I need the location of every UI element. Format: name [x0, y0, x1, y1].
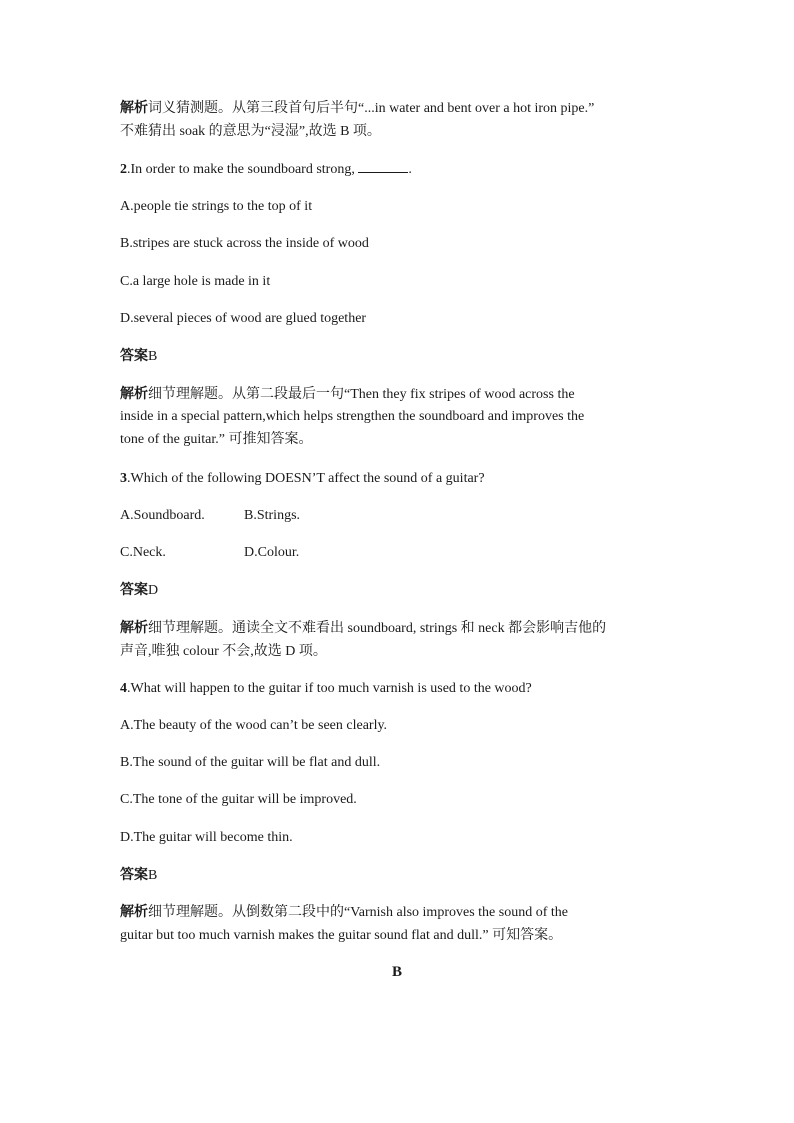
question-2-option-b: B.stripes are stuck across the inside of wood — [120, 236, 369, 251]
question-2-answer-value: B — [148, 349, 158, 364]
question-4-option-b: B.The sound of the guitar will be flat and dull. — [120, 755, 381, 770]
question-2-explanation-line-1 — [120, 384, 575, 405]
explanation-label: 解析 — [120, 100, 148, 116]
answer-label: 答案 — [120, 348, 148, 364]
question-2-stem-end: . — [408, 162, 412, 177]
question-4-explanation-line-1 — [120, 902, 568, 923]
question-3-explanation-line-1 — [120, 618, 606, 639]
question-2-stem — [120, 160, 412, 180]
question-4-option-a: A.The beauty of the wood can’t be seen clearly. — [120, 718, 388, 733]
question-4-answer-value: B — [148, 868, 158, 883]
question-3-stem-text: .Which of the following DOESN’T affect the sound of a guitar? — [127, 471, 485, 486]
q1-explanation-text-2: 不难猜出 soak 的意思为“浸湿”,故选 B 项。 — [120, 124, 381, 139]
question-3-stem — [120, 469, 485, 489]
question-3-explanation-line-2: 声音,唯独 colour 不会,故选 D 项。 — [120, 644, 327, 659]
question-2-option-a: A.people tie strings to the top of it — [120, 199, 313, 214]
question-2-stem-text: .In order to make the soundboard strong, — [127, 162, 359, 177]
question-2-explanation-line-2: inside in a special pattern,which helps strengthen the soundboard and improves the — [120, 409, 585, 424]
question-4-stem — [120, 679, 532, 699]
question-4-explanation-line-2: guitar but too much varnish makes the guitar sound flat and dull.” 可知答案。 — [120, 928, 563, 943]
question-3-answer-value: D — [148, 583, 159, 598]
question-3-number: 3 — [120, 471, 127, 486]
question-3-option-a: A.Soundboard. — [120, 508, 205, 523]
explanation-label: 解析 — [120, 386, 148, 402]
question-3-option-b: B.Strings. — [244, 508, 301, 523]
question-4-number: 4 — [120, 681, 127, 696]
q1-explanation-text-1: 词义猜测题。从第三段首句后半句“...in water and bent over a hot iron pipe.” — [148, 101, 595, 116]
answer-blank — [358, 160, 408, 173]
question-3-explanation-text-1: 细节理解题。通读全文不难看出 soundboard, strings 和 neck 都会影响吉他的 — [148, 621, 607, 636]
answer-label: 答案 — [120, 582, 148, 598]
question-4-answer — [120, 865, 157, 886]
question-4-option-c: C.The tone of the guitar will be improved. — [120, 792, 357, 807]
q1-explanation-line-1 — [120, 98, 594, 119]
question-3-options-row-1 — [120, 506, 680, 526]
section-heading: B — [391, 964, 402, 980]
question-4-stem-text: .What will happen to the guitar if too much varnish is used to the wood? — [127, 681, 532, 696]
explanation-label: 解析 — [120, 620, 148, 636]
question-2-explanation-line-3: tone of the guitar.” 可推知答案。 — [120, 432, 313, 447]
question-4-explanation-text-1: 细节理解题。从倒数第二段中的“Varnish also improves the sound of the — [148, 905, 568, 920]
question-2-answer — [120, 346, 157, 367]
answer-label: 答案 — [120, 867, 148, 883]
question-3-options-row-2 — [120, 543, 680, 563]
question-2-explanation-text-1: 细节理解题。从第二段最后一句“Then they fix stripes of wood across the — [148, 387, 575, 402]
question-4-option-d: D.The guitar will become thin. — [120, 830, 293, 845]
q1-explanation-line-2 — [120, 122, 381, 142]
question-2-option-c: C.a large hole is made in it — [120, 274, 271, 289]
question-3-option-c: C.Neck. — [120, 545, 166, 560]
question-2-option-d: D.several pieces of wood are glued together — [120, 311, 367, 326]
question-3-answer — [120, 580, 158, 601]
question-2-number: 2 — [120, 162, 127, 177]
explanation-label: 解析 — [120, 904, 148, 920]
question-3-option-d: D.Colour. — [244, 545, 300, 560]
